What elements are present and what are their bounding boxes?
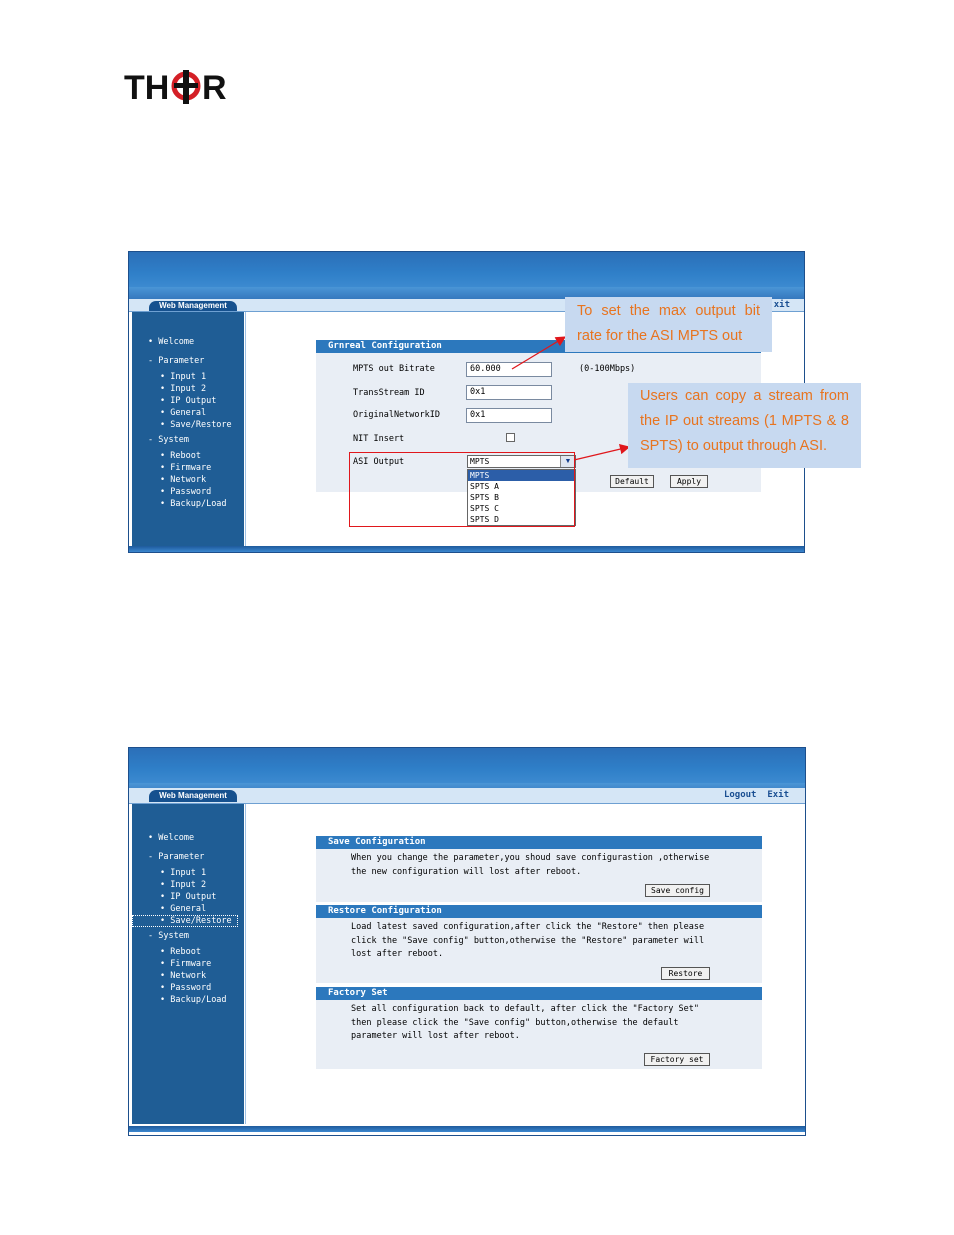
save-config-title: Save Configuration bbox=[316, 836, 762, 849]
footer-bar bbox=[129, 1126, 805, 1132]
menu-general[interactable]: • General bbox=[160, 904, 207, 914]
web-management-tab[interactable]: Web Management bbox=[149, 790, 237, 802]
menu-parameter[interactable]: - Parameter bbox=[148, 356, 205, 366]
menu-parameter[interactable]: - Parameter bbox=[148, 852, 205, 862]
logout-link[interactable]: Logout bbox=[723, 790, 757, 800]
factory-set-button[interactable]: Factory set bbox=[644, 1053, 710, 1066]
sidebar-menu bbox=[132, 832, 244, 1006]
transstream-id-input[interactable]: 0x1 bbox=[466, 385, 552, 400]
option-spts-c[interactable]: SPTS C bbox=[470, 504, 499, 513]
original-network-id-input[interactable]: 0x1 bbox=[466, 408, 552, 423]
menu-welcome[interactable]: • Welcome bbox=[148, 337, 195, 347]
exit-link[interactable]: xit bbox=[773, 300, 790, 310]
menu-ip-output[interactable]: • IP Output bbox=[160, 892, 217, 902]
restore-config-title: Restore Configuration bbox=[316, 905, 762, 918]
menu-input-1[interactable]: • Input 1 bbox=[160, 372, 207, 382]
restore-config-panel bbox=[316, 905, 762, 983]
transstream-id-label: TransStream ID bbox=[353, 388, 425, 398]
menu-reboot[interactable]: • Reboot bbox=[160, 451, 201, 461]
menu-ip-output[interactable]: • IP Output bbox=[160, 396, 217, 406]
callout-asi-copy: Users can copy a stream from the IP out streams (1 MPTS & 8 SPTS) to output through ASI. bbox=[628, 383, 861, 468]
mpts-bitrate-input[interactable]: 60.000 bbox=[466, 362, 552, 377]
mpts-bitrate-range: (0-100Mbps) bbox=[579, 364, 636, 374]
mpts-bitrate-label: MPTS out Bitrate bbox=[353, 364, 435, 374]
menu-system[interactable]: - System bbox=[148, 435, 189, 445]
sidebar bbox=[132, 804, 244, 1124]
save-config-panel bbox=[316, 836, 762, 902]
menu-save-restore[interactable]: • Save/Restore bbox=[132, 915, 238, 927]
menu-firmware[interactable]: • Firmware bbox=[160, 463, 212, 473]
factory-set-title: Factory Set bbox=[316, 987, 762, 1000]
option-spts-a[interactable]: SPTS A bbox=[470, 482, 499, 491]
chevron-down-icon[interactable]: ▼ bbox=[560, 456, 575, 467]
option-mpts[interactable]: MPTS bbox=[468, 470, 575, 481]
menu-backup-load[interactable]: • Backup/Load bbox=[160, 499, 227, 509]
section-title: Grnreal Configuration bbox=[316, 340, 761, 353]
screenshot-save-restore bbox=[128, 747, 806, 1136]
header-links bbox=[724, 788, 789, 803]
menu-input-1[interactable]: • Input 1 bbox=[160, 868, 207, 878]
restore-config-text: Load latest saved configuration,after click the "Restore" then please click the "Save config" button,otherwise the "Restore" parameter will lost after reboot. bbox=[351, 922, 705, 959]
option-spts-d[interactable]: SPTS D bbox=[470, 515, 499, 524]
menu-reboot[interactable]: • Reboot bbox=[160, 947, 201, 957]
menu-general[interactable]: • General bbox=[160, 408, 207, 418]
option-spts-b[interactable]: SPTS B bbox=[470, 493, 499, 502]
asi-output-selected: MPTS bbox=[468, 456, 575, 467]
apply-button[interactable]: Apply bbox=[670, 475, 708, 488]
nav-row bbox=[129, 788, 805, 804]
default-button[interactable]: Default bbox=[610, 475, 654, 488]
exit-link[interactable]: Exit bbox=[767, 790, 789, 800]
menu-system[interactable]: - System bbox=[148, 931, 189, 941]
save-config-text: When you change the parameter,you shoud save configurastion ,otherwise the new configuration will lost after reboot. bbox=[351, 853, 710, 877]
menu-save-restore[interactable]: • Save/Restore bbox=[160, 420, 232, 430]
menu-backup-load[interactable]: • Backup/Load bbox=[160, 995, 227, 1005]
web-management-tab[interactable]: Web Management bbox=[149, 301, 237, 311]
factory-set-text: Set all configuration back to default, after click the "Factory Set" then please click the "Save config" button,otherwise the default parameter will lost after reboot. bbox=[351, 1004, 699, 1041]
main-content bbox=[245, 804, 801, 1124]
menu-firmware[interactable]: • Firmware bbox=[160, 959, 212, 969]
restore-button[interactable]: Restore bbox=[661, 967, 710, 980]
svg-text:TH: TH bbox=[124, 69, 170, 106]
original-network-id-label: OriginalNetworkID bbox=[353, 410, 440, 420]
header-bar bbox=[129, 748, 805, 783]
svg-text:R: R bbox=[202, 69, 227, 106]
menu-network[interactable]: • Network bbox=[160, 971, 207, 981]
menu-password[interactable]: • Password bbox=[160, 983, 212, 993]
menu-input-2[interactable]: • Input 2 bbox=[160, 880, 207, 890]
menu-password[interactable]: • Password bbox=[160, 487, 212, 497]
factory-set-panel bbox=[316, 987, 762, 1069]
save-config-button[interactable]: Save config bbox=[645, 884, 710, 897]
nit-insert-label: NIT Insert bbox=[353, 434, 405, 444]
menu-input-2[interactable]: • Input 2 bbox=[160, 384, 207, 394]
menu-network[interactable]: • Network bbox=[160, 475, 207, 485]
callout-bitrate: To set the max output bit rate for the ASI MPTS out bbox=[565, 297, 772, 352]
callout-arrows bbox=[0, 0, 954, 600]
menu-welcome[interactable]: • Welcome bbox=[148, 833, 195, 843]
asi-output-label: ASI Output bbox=[353, 457, 405, 467]
